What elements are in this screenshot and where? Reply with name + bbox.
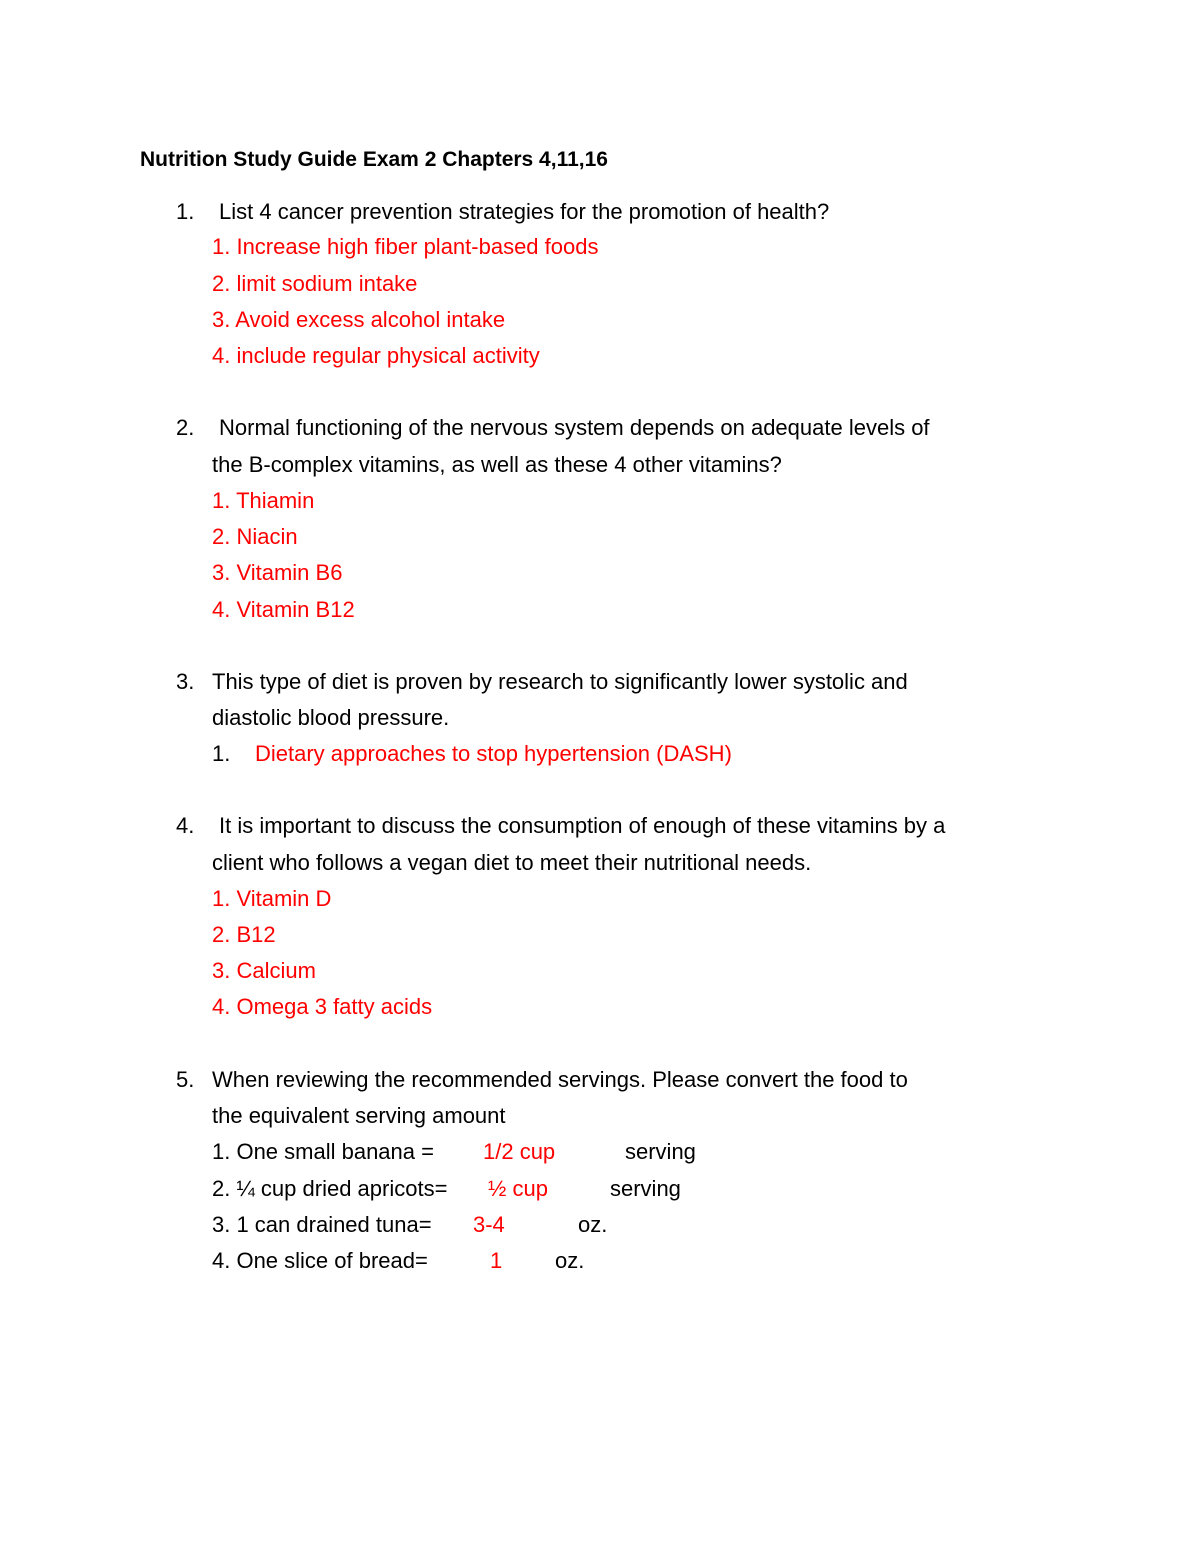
conversion-1-answer: 1/2 cup	[483, 1139, 556, 1164]
question-4-text-line-2: client who follows a vegan diet to meet their nutritional needs.	[212, 850, 812, 875]
question-3-text-line-2: diastolic blood pressure.	[212, 705, 450, 730]
question-4-answer-1: 1. Vitamin D	[212, 886, 332, 911]
question-3-number: 3.	[176, 669, 195, 694]
question-4-text-line-1: It is important to discuss the consumption of enough of these vitamins by a	[219, 813, 946, 838]
conversion-4-unit: oz.	[555, 1248, 585, 1273]
question-2-text-line-2: the B-complex vitamins, as well as these 4 other vitamins?	[212, 452, 782, 477]
question-4-answer-3: 3. Calcium	[212, 958, 316, 983]
question-1-answer-1: 1. Increase high fiber plant-based foods	[212, 234, 599, 259]
question-1-number: 1.	[176, 199, 195, 224]
question-5-text-line-2: the equivalent serving amount	[212, 1103, 506, 1128]
conversion-2-label: 2. ¼ cup dried apricots=	[212, 1176, 448, 1201]
conversion-2-unit: serving	[610, 1176, 681, 1201]
conversion-2-answer: ½ cup	[488, 1176, 548, 1201]
conversion-4-answer: 1	[490, 1248, 503, 1273]
conversion-1-label: 1. One small banana =	[212, 1139, 434, 1164]
question-3-text-line-1: This type of diet is proven by research to significantly lower systolic and	[212, 669, 908, 694]
question-1-answer-4: 4. include regular physical activity	[212, 343, 540, 368]
question-5-text-line-1: When reviewing the recommended servings. Please convert the food to	[212, 1067, 908, 1092]
question-2-text-line-1: Normal functioning of the nervous system depends on adequate levels of	[219, 415, 930, 440]
question-2-answer-3: 3. Vitamin B6	[212, 560, 343, 585]
question-4-answer-2: 2. B12	[212, 922, 276, 947]
question-3-answer: Dietary approaches to stop hypertension (DASH)	[255, 741, 732, 766]
conversion-3-label: 3. 1 can drained tuna=	[212, 1212, 432, 1237]
page-title: Nutrition Study Guide Exam 2 Chapters 4,11,16	[140, 148, 608, 171]
conversion-3-answer: 3-4	[473, 1212, 505, 1237]
conversion-3-unit: oz.	[578, 1212, 608, 1237]
question-1-answer-3: 3. Avoid excess alcohol intake	[212, 307, 506, 332]
question-3-answer-number: 1.	[212, 741, 231, 766]
question-5-number: 5.	[176, 1067, 195, 1092]
conversion-1-unit: serving	[625, 1139, 696, 1164]
question-2-answer-1: 1. Thiamin	[212, 488, 315, 513]
question-2-answer-4: 4. Vitamin B12	[212, 597, 355, 622]
question-4-number: 4.	[176, 813, 195, 838]
question-2-number: 2.	[176, 415, 195, 440]
question-1-answer-2: 2. limit sodium intake	[212, 271, 418, 296]
question-1-text: List 4 cancer prevention strategies for the promotion of health?	[219, 199, 830, 224]
question-2-answer-2: 2. Niacin	[212, 524, 298, 549]
conversion-4-label: 4. One slice of bread=	[212, 1248, 428, 1273]
question-4-answer-4: 4. Omega 3 fatty acids	[212, 994, 433, 1019]
